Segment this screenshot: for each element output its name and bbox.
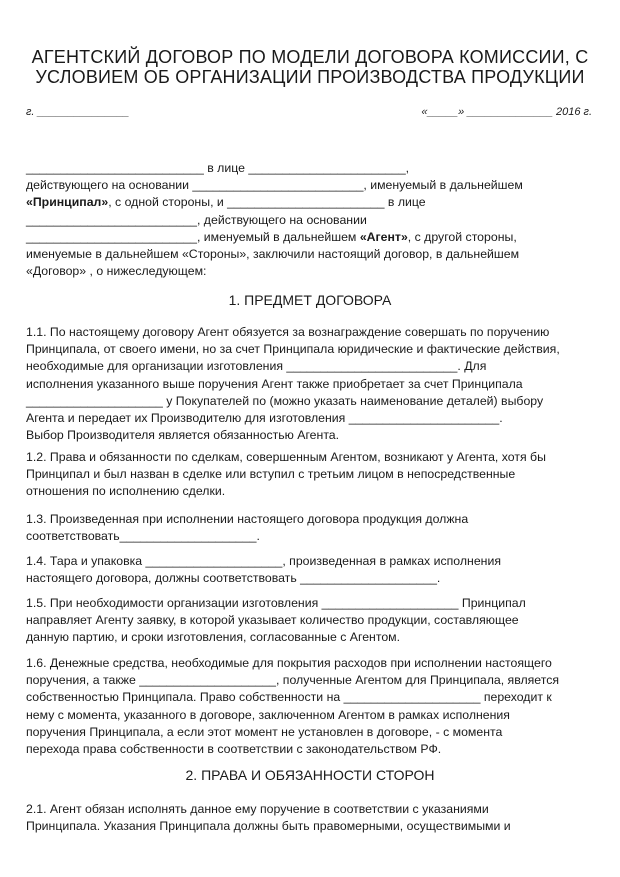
preamble-line: __________________________ в лице _______________________, [26, 161, 410, 175]
preamble-text: , с одной стороны, и _______________________ в лице [108, 195, 426, 210]
clause-line: 1.1. По настоящему договору Агент обязуется за вознаграждение совершать по поручению [26, 325, 550, 339]
date-field: «_____» ______________ 2016 г. [421, 106, 592, 118]
clause-line: настоящего договора, должны соответствовать ____________________. [26, 571, 441, 586]
clause-line: 1.6. Денежные средства, необходимые для покрытия расходов при исполнении настоящего [26, 656, 552, 670]
preamble-line [26, 229, 592, 246]
clause-line: отношения по исполнению сделки. [26, 484, 226, 499]
clause-line: данную партию, и сроки изготовления, согласованные с Агентом. [26, 630, 401, 645]
clause-line: 1.2. Права и обязанности по сделкам, совершенным Агентом, возникают у Агента, хотя бы [26, 450, 546, 464]
clause-line: Принципала. Указания Принципала должны быть правомерными, осуществимыми и [26, 819, 511, 834]
preamble-line: действующего на основании _________________________, именуемый в дальнейшем [26, 178, 523, 193]
clause-2-1 [26, 801, 592, 835]
preamble-line: «Договор» , о нижеследующем: [26, 264, 207, 279]
clause-1-2 [26, 449, 592, 501]
section-1-heading: 1. ПРЕДМЕТ ДОГОВОРА [228, 292, 392, 308]
clause-1-1 [26, 324, 592, 444]
preamble [26, 160, 592, 280]
section-2-heading: 2. ПРАВА И ОБЯЗАННОСТИ СТОРОН [185, 767, 435, 783]
clause-line: Принципала, от своего имени, но за счет Принципала юридические и фактические действия, [26, 342, 560, 357]
city-field: г. _______________ [26, 106, 130, 118]
clause-line: нему с момента, указанного в договоре, заключенном Агентом в рамках исполнения [26, 707, 510, 722]
clause-line: Выбор Производителя является обязанностью Агента. [26, 428, 340, 443]
clause-1-6 [26, 655, 592, 758]
document-title-line-1: АГЕНТСКИЙ ДОГОВОР ПО МОДЕЛИ ДОГОВОРА КОМИССИИ, С [31, 47, 589, 67]
clause-line: соответствовать____________________. [26, 529, 260, 544]
clause-line: ____________________ у Покупателей по (можно указать наименование деталей) выбору [26, 393, 544, 408]
clause-1-5 [26, 595, 592, 647]
clause-line: 1.3. Произведенная при исполнении настоящего договора продукция должна [26, 512, 469, 526]
principal-term: «Принципал» [26, 195, 109, 210]
clause-line: необходимые для организации изготовления _________________________. Для [26, 359, 487, 374]
clause-line: перехода права собственности в соответствии с законодательством РФ. [26, 742, 442, 757]
clause-line: 1.5. При необходимости организации изготовления ____________________ Принципал [26, 596, 526, 610]
clause-line: поручения, а также ____________________, полученные Агентом для Принципала, является [26, 673, 560, 688]
clause-line: 2.1. Агент обязан исполнять данное ему поручение в соответствии с указаниями [26, 802, 489, 816]
preamble-line: _________________________, действующего на основании [26, 212, 367, 227]
clause-line: собственностью Принципала. Право собственности на ____________________ переходит к [26, 690, 552, 705]
clause-line: поручения Принципала, а если этот момент не установлен в договоре, - с момента [26, 724, 503, 739]
preamble-line [26, 194, 592, 211]
clause-line: Принципал и был назван в сделке или вступил с третьим лицом в непосредственные [26, 467, 516, 482]
preamble-text: , с другой стороны, [407, 229, 517, 244]
clause-line: исполнения указанного выше поручения Агент также приобретает за счет Принципала [26, 376, 523, 391]
clause-1-3 [26, 511, 592, 545]
clause-line: 1.4. Тара и упаковка ____________________, произведенная в рамках исполнения [26, 554, 501, 568]
preamble-text: _________________________, именуемый в дальнейшем [26, 229, 360, 244]
clause-1-4 [26, 553, 592, 587]
preamble-line: именуемые в дальнейшем «Стороны», заключили настоящий договор, в дальнейшем [26, 247, 520, 262]
clause-line: Агента и передает их Производителю для изготовления ______________________. [26, 411, 503, 426]
clause-line: направляет Агенту заявку, в которой указывает количество продукции, составляющее [26, 613, 519, 628]
agent-term: «Агент» [359, 229, 408, 244]
document-title-line-2: УСЛОВИЕМ ОБ ОРГАНИЗАЦИИ ПРОИЗВОДСТВА ПРОДУКЦИИ [35, 67, 585, 87]
